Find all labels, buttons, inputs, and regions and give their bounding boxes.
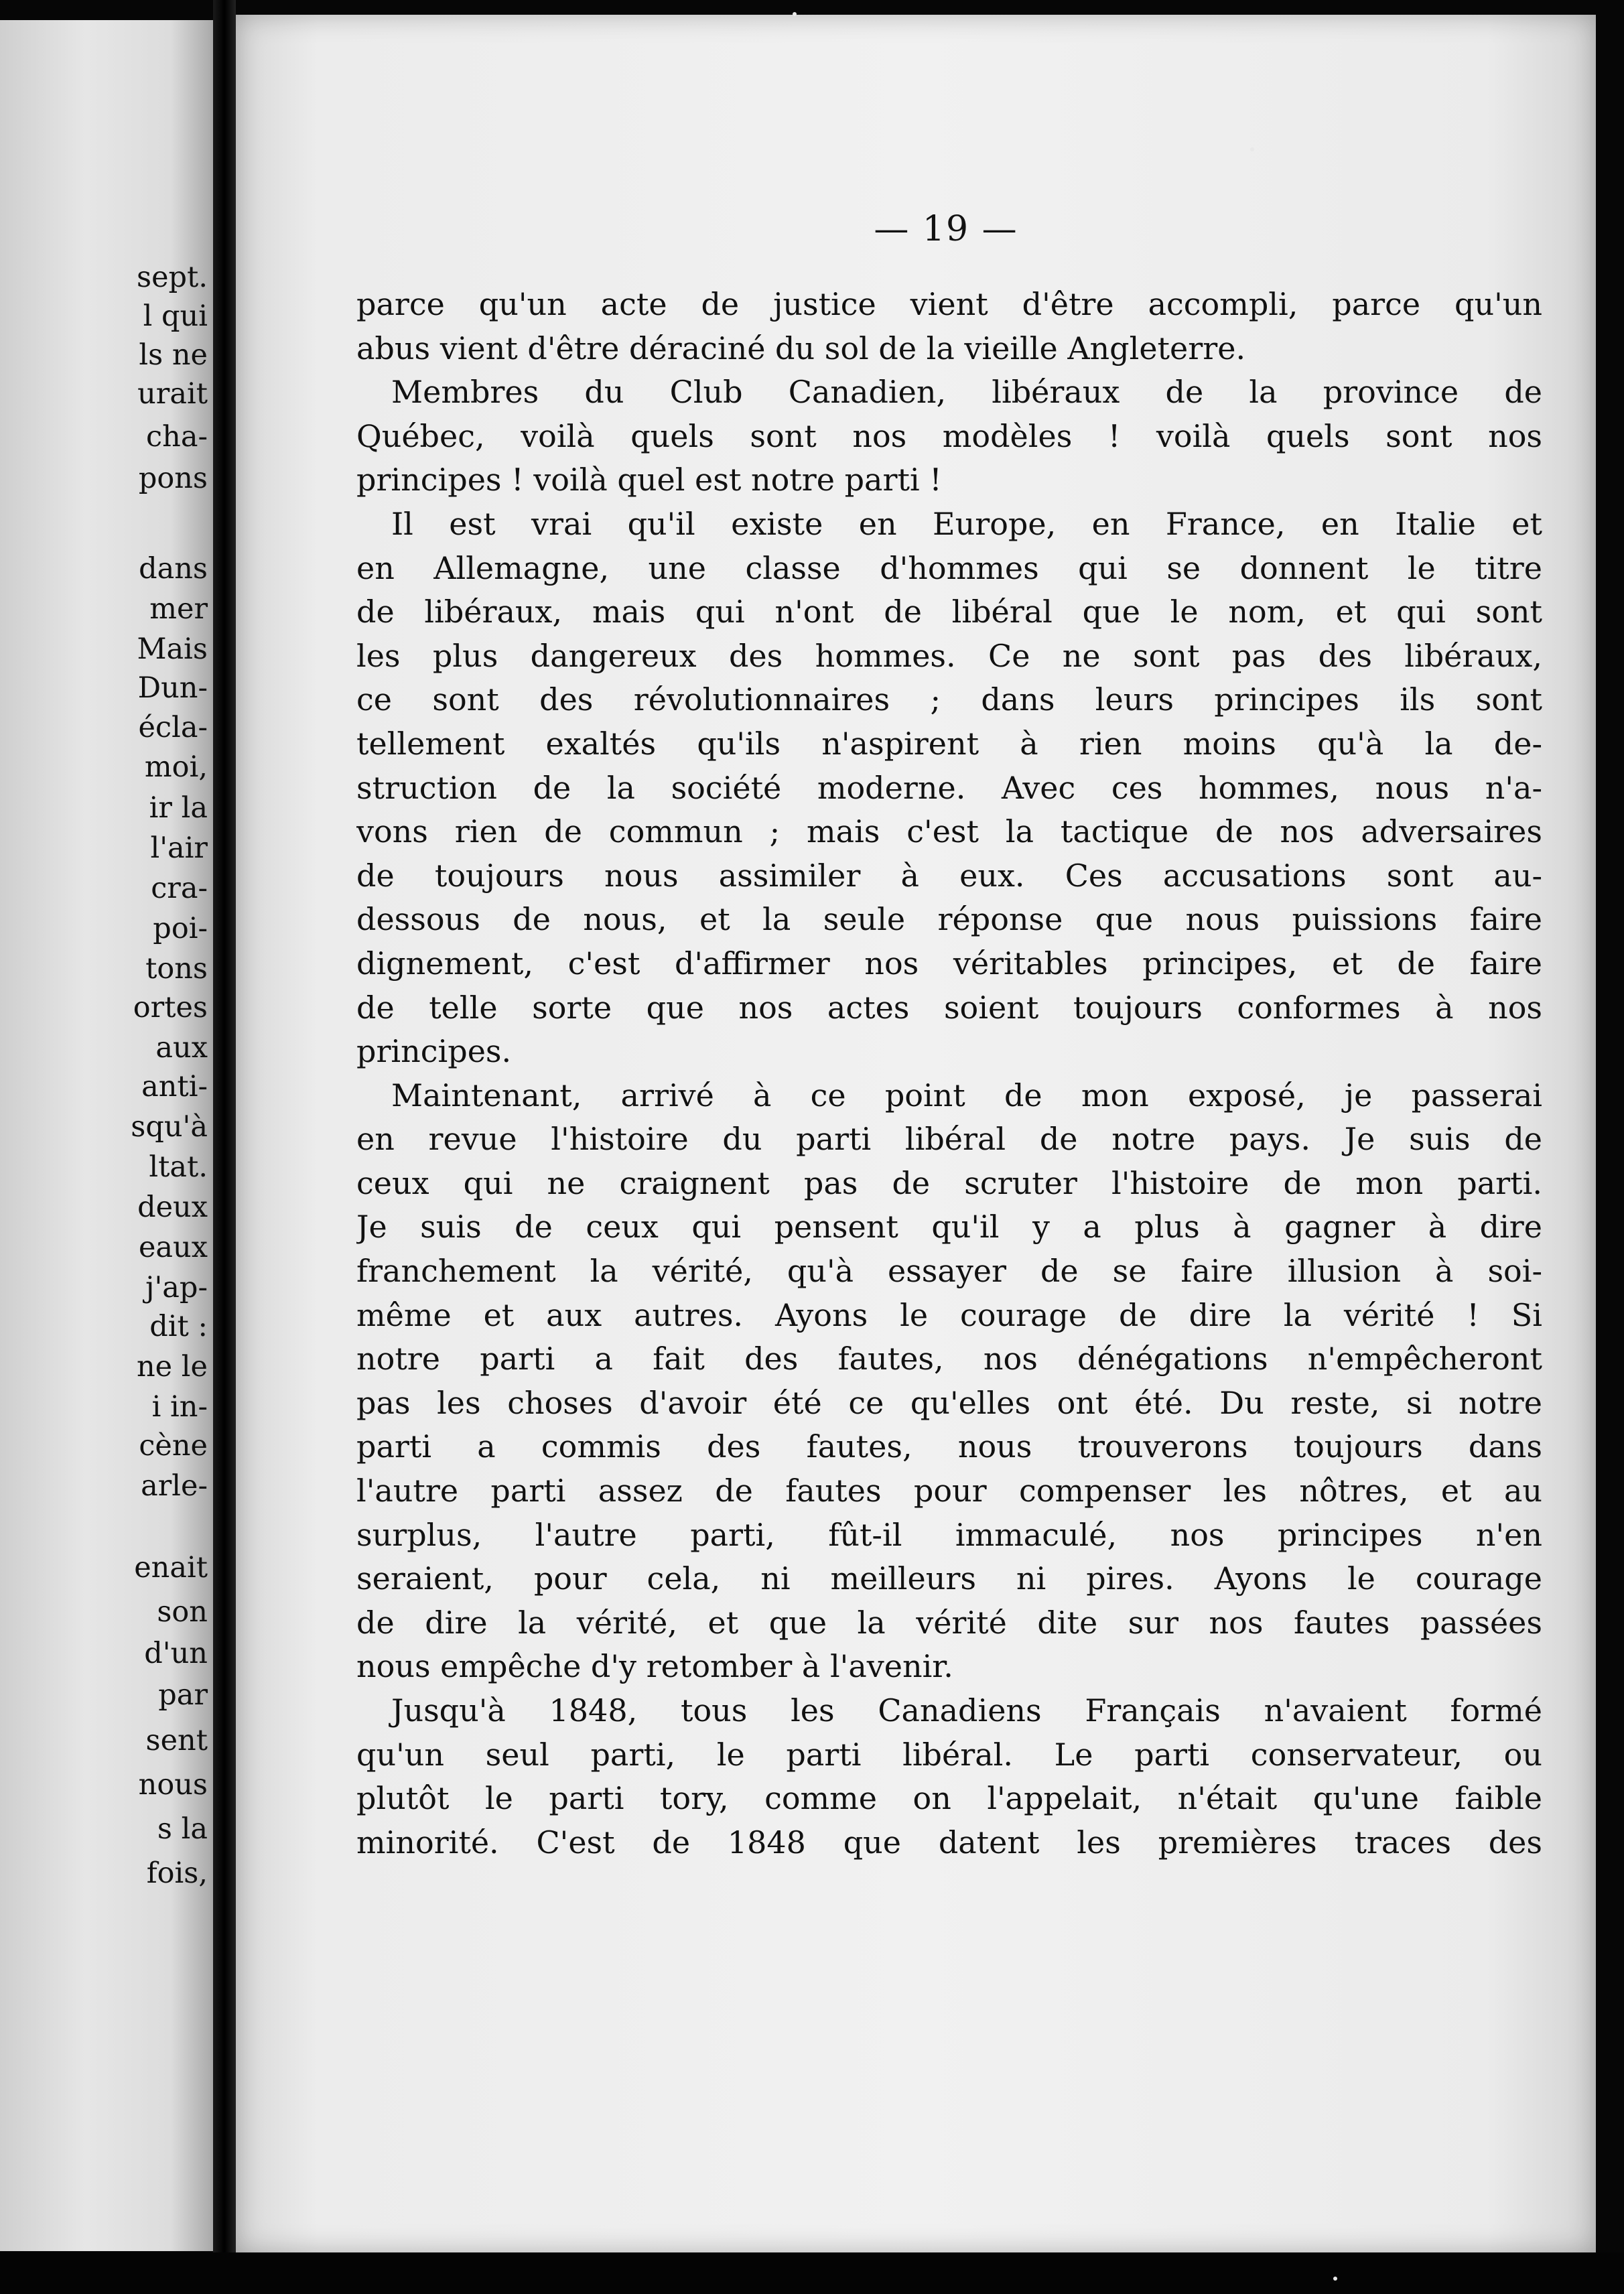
scan-speck: [1333, 2277, 1337, 2281]
left-fragment: deux: [137, 1191, 208, 1224]
text-line: tellement exaltés qu'ils n'aspirent à rien moins qu'à la de-: [356, 725, 1542, 762]
left-fragment: cha-: [146, 420, 208, 454]
page-body: [356, 283, 1542, 1865]
left-fragment: l'air: [150, 831, 208, 865]
text-line: de libéraux, mais qui n'ont de libéral que le nom, et qui sont: [356, 594, 1542, 630]
text-line: de telle sorte que nos actes soient toujours conformes à nos: [356, 989, 1542, 1026]
left-fragment: aux: [155, 1031, 208, 1065]
left-fragment: dit :: [149, 1310, 208, 1343]
left-fragment: ir la: [149, 791, 208, 825]
text-line: parce qu'un acte de justice vient d'être accompli, parce qu'un: [356, 286, 1542, 322]
text-line: Je suis de ceux qui pensent qu'il y a plus à gagner à dire: [356, 1209, 1542, 1245]
text-line: ce sont des révolutionnaires ; dans leurs principes ils sont: [356, 681, 1542, 718]
left-fragment: ls ne: [139, 338, 208, 372]
text-line: minorité. C'est de 1848 que datent les premières traces des: [356, 1824, 1542, 1861]
left-fragment: anti-: [141, 1070, 208, 1103]
scanner-bed-edge: [0, 2252, 1624, 2294]
left-fragment: eaux: [138, 1231, 208, 1264]
text-line: en Allemagne, une classe d'hommes qui se donnent le titre: [356, 549, 1542, 586]
left-fragment: Mais: [137, 632, 208, 666]
text-line: abus vient d'être déraciné du sol de la vieille Angleterre.: [356, 330, 1246, 366]
left-fragment: d'un: [144, 1637, 208, 1670]
left-fragment: écla-: [138, 711, 208, 744]
text-line: notre parti a fait des fautes, nos dénégations n'empêcheront: [356, 1341, 1542, 1377]
text-line: l'autre parti assez de fautes pour compenser les nôtres, et au: [356, 1473, 1542, 1509]
left-fragment: l qui: [143, 299, 208, 333]
text-line: Québec, voilà quels sont nos modèles ! voilà quels sont nos: [356, 417, 1542, 454]
left-fragment: tons: [145, 952, 208, 986]
left-fragment: son: [157, 1595, 208, 1629]
text-line: seraient, pour cela, ni meilleurs ni pires. Ayons le courage: [356, 1560, 1542, 1597]
text-line: de dire la vérité, et que la vérité dite sur nos fautes passées: [356, 1604, 1542, 1641]
text-line: dignement, c'est d'affirmer nos véritables principes, et de faire: [356, 945, 1542, 982]
text-line: surplus, l'autre parti, fût-il immaculé, nos principes n'en: [356, 1516, 1542, 1553]
left-fragment: cra-: [151, 872, 208, 905]
text-line: les plus dangereux des hommes. Ce ne sont pas des libéraux,: [356, 637, 1542, 674]
text-line: qu'un seul parti, le parti libéral. Le parti conservateur, ou: [356, 1736, 1542, 1773]
left-fragment: squ'à: [131, 1110, 208, 1144]
left-fragment: moi,: [144, 750, 208, 784]
text-line: Jusqu'à 1848, tous les Canadiens Français n'avaient formé: [391, 1692, 1542, 1729]
text-line: plutôt le parti tory, comme on l'appelait, n'était qu'une faible: [356, 1780, 1542, 1817]
left-fragment: par: [158, 1678, 208, 1712]
left-fragment: dans: [139, 552, 208, 586]
left-fragment: nous: [138, 1768, 208, 1802]
text-line: ceux qui ne craignent pas de scruter l'histoire de mon parti.: [356, 1164, 1542, 1201]
left-fragment: Dun-: [137, 671, 208, 705]
left-fragment: ne le: [136, 1350, 208, 1384]
left-fragment: i in-: [151, 1390, 208, 1424]
left-fragment: arle-: [141, 1469, 208, 1503]
text-line: pas les choses d'avoir été ce qu'elles ont été. Du reste, si notre: [356, 1384, 1542, 1421]
text-line: Maintenant, arrivé à ce point de mon exposé, je passerai: [391, 1077, 1542, 1114]
left-fragment: pons: [138, 462, 208, 495]
left-fragment: sept.: [137, 261, 208, 294]
left-fragment: fois,: [146, 1857, 208, 1890]
text-line: dessous de nous, et la seule réponse que nous puissions faire: [356, 901, 1542, 938]
left-fragment: poi-: [153, 912, 208, 945]
left-fragment: j'ap-: [145, 1271, 208, 1304]
text-line: struction de la société moderne. Avec ces hommes, nous n'a-: [356, 769, 1542, 806]
left-fragment: enait: [134, 1551, 208, 1584]
book-gutter: [213, 0, 236, 2294]
text-line: franchement la vérité, qu'à essayer de se faire illusion à soi-: [356, 1253, 1542, 1290]
text-line: Il est vrai qu'il existe en Europe, en France, en Italie et: [391, 505, 1542, 542]
left-fragment: ortes: [133, 991, 208, 1024]
text-line: même et aux autres. Ayons le courage de dire la vérité ! Si: [356, 1296, 1542, 1333]
page-number: — 19 —: [874, 209, 1018, 249]
text-line: de toujours nous assimiler à eux. Ces accusations sont au-: [356, 857, 1542, 894]
text-line: vons rien de commun ; mais c'est la tactique de nos adversaires: [356, 813, 1542, 850]
left-fragment: urait: [137, 377, 208, 411]
text-line: nous empêche d'y retomber à l'avenir.: [356, 1648, 953, 1685]
left-fragment: ltat.: [149, 1150, 208, 1184]
text-line: en revue l'histoire du parti libéral de notre pays. Je suis de: [356, 1121, 1542, 1158]
text-line: Membres du Club Canadien, libéraux de la province de: [391, 374, 1542, 411]
scan-speck: [793, 12, 797, 16]
page: [236, 15, 1596, 2252]
text-line: parti a commis des fautes, nous trouverons toujours dans: [356, 1428, 1542, 1465]
text-line: principes.: [356, 1033, 512, 1070]
previous-page-edge: [0, 20, 213, 2251]
left-fragment: s la: [157, 1812, 208, 1846]
left-fragment: sent: [145, 1724, 208, 1757]
scan-speck: [1250, 147, 1254, 151]
left-fragment: cène: [139, 1429, 208, 1463]
left-fragment: mer: [149, 592, 208, 626]
text-line: principes ! voilà quel est notre parti !: [356, 462, 942, 498]
